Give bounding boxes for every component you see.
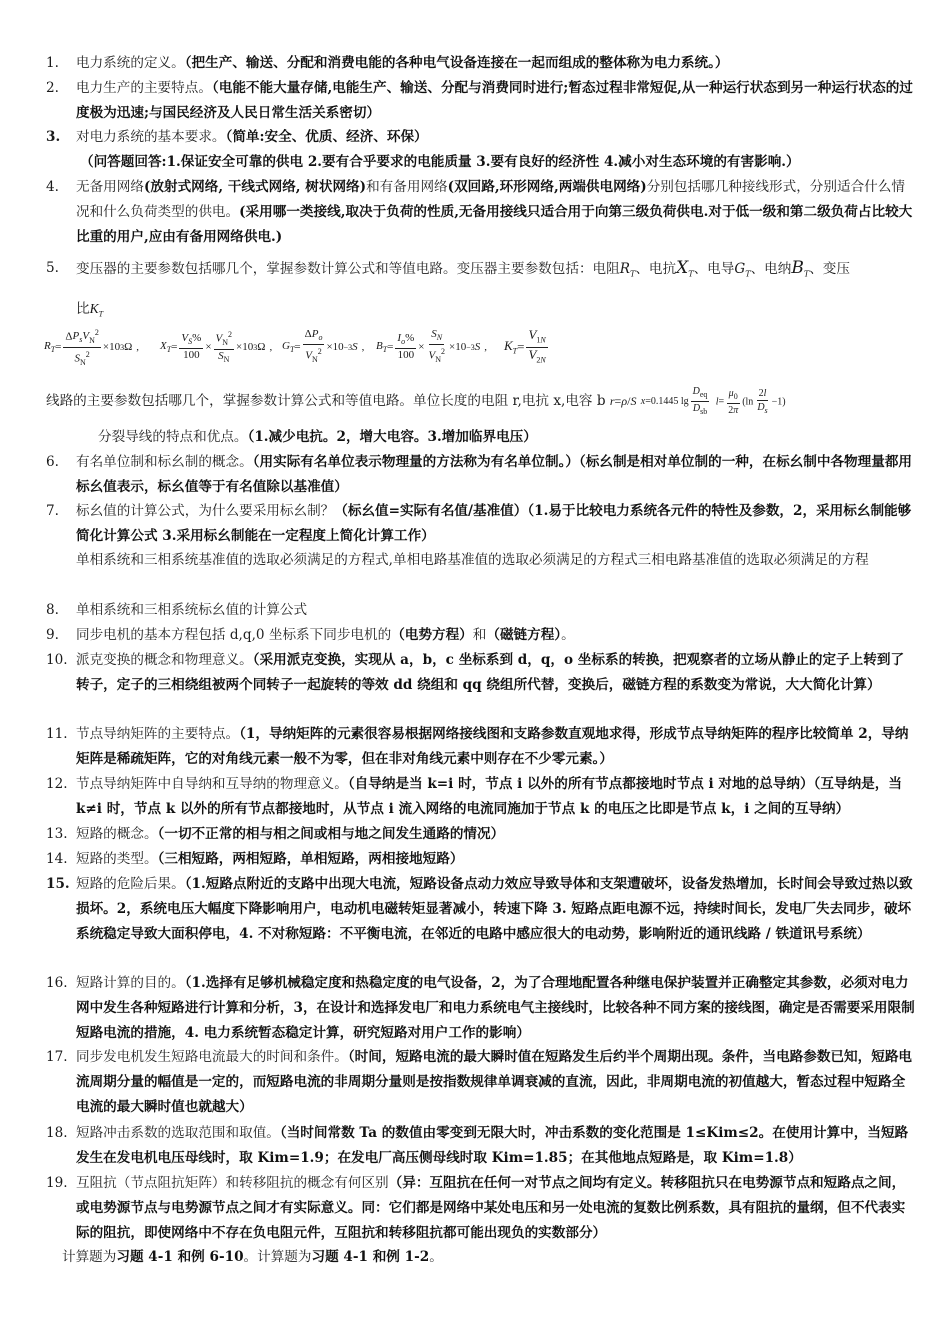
item-number: 8. [46, 602, 59, 618]
item-number: 18. [46, 1125, 68, 1141]
question-text: 。 [561, 627, 575, 643]
answer-text: （磁链方程） [486, 627, 562, 643]
formula-reactance: $X_T$ = $\frac{V_S\%}{100}$ × $\frac{V_N^2}{S_N}$ ×10 3 Ω , [160, 329, 273, 365]
answer-text: （采用派克变换，实现从 a，b，c 坐标系到 d，q，o 坐标系的转换，把观察者的立场从静止的定子上转到了转子，定子的三相绕组被两个同转子一起旋转的等效 dd 绕组和 qq 绕组所代替，变换后，磁链方程的系数变为常说，大大简化计算） [76, 652, 905, 693]
item-number: 10. [46, 652, 68, 668]
list-item [46, 872, 916, 947]
list-item [46, 623, 916, 648]
question-text: 派克变换的概念和物理意义。 [76, 652, 253, 668]
item-number: 6. [46, 454, 59, 470]
answer-text: （时间，短路电流的最大瞬时值在短路发生后约半个周期出现。条件，当电路参数已知，短路电流周期分量的幅值是一定的，而短路电流的非周期分量则是按指数规律单调衰减的直流，因此，非周期电流的初值越大，暂态过程中短路全电流的最大瞬时值也就越大） [76, 1049, 913, 1115]
question-text: 同步电机的基本方程包括 d,q,0 坐标系下同步电机的 [76, 627, 392, 643]
question-text: 分裂导线的特点和优点。 [98, 429, 248, 445]
answer-text: （用实际有名单位表示物理量的方法称为有名单位制。）（标幺制是相对单位制的一种，在标幺制中各物理量都用标幺值表示，标幺值等于有名值除以基准值） [76, 454, 913, 495]
answer-text: （问答题回答:1.保证安全可靠的供电 2.要有合乎要求的电能质量 3.要有良好的经济性 4.减小对生态环境的有害影响.） [80, 154, 800, 170]
list-item [80, 150, 920, 175]
item-number: 12. [46, 776, 68, 792]
answer-text: （1.减少电抗。2，增大电容。3.增加临界电压） [247, 429, 537, 445]
question-text: 互阻抗（节点阻抗矩阵）和转移阻抗的概念有何区别 [76, 1175, 389, 1191]
list-item [46, 125, 916, 150]
item-number: 5. [46, 260, 59, 276]
transformer-formulas [44, 322, 924, 372]
item-number: 11. [46, 726, 68, 742]
item-number: 14. [46, 851, 68, 867]
question-text: 单相系统和三相系统标幺值的计算公式 [76, 602, 308, 618]
answer-text: （自导纳是当 k=i 时，节点 i 以外的所有节点都接地时节点 i 对地的总导纳）（互导纳是，当 k≠i 时，节点 k 以外的所有节点都接地时，从节点 i 流入网络的电流同施加于节点 k 的电压之比即是节点 k，i 之间的互导纳） [76, 776, 902, 817]
item-number: 1. [46, 55, 59, 71]
answer-text: (放射式网络, 干线式网络, 树状网络) [143, 179, 367, 195]
list-item [46, 1045, 916, 1120]
list-item [46, 971, 916, 1046]
formula-resistance: $R_T$ = $\frac{\Delta P_sV_N^2}{S_N^2}$ ×10 3 Ω , [44, 327, 140, 367]
item-number: 16. [46, 975, 68, 991]
item-number: 4. [46, 179, 59, 195]
list-item [46, 598, 916, 623]
question-text: 短路的类型。 [76, 851, 158, 867]
line-parameters: 线路的主要参数包括哪几个，掌握参数计算公式和等值电路。单位长度的电阻 r,电抗 x,电容 b r=ρ/S x=0.1445 lg $\frac{D_{eq}}{D_{sb}}$ l= $\frac{\mu_0}{2\pi}$ (ln $\frac{2l}{D_s}$ −1) [46, 386, 786, 416]
list-item [46, 1121, 916, 1171]
question-text: 变压器的主要参数包括哪几个，掌握参数计算公式和等值电路。变压器主要参数包括：电阻 [76, 261, 620, 277]
list-item [46, 1171, 916, 1246]
item-number: 2. [46, 80, 59, 96]
list-item [46, 175, 916, 250]
list-item [46, 450, 916, 500]
paragraph: 单相系统和三相系统基准值的选取必须满足的方程式,单相电路基准值的选取必须满足的方程式三相电路基准值的选取必须满足的方程 [76, 552, 869, 568]
answer-text: （电能不能大量存储,电能生产、输送、分配与消费同时进行;暂态过程非常短促,从一种运行状态到另一种运行状态的过度极为迅速;与国民经济及人民日常生活关系密切） [76, 80, 913, 121]
answer-text: (双回路,环形网络,两端供电网络) [447, 179, 647, 195]
question-text: 有名单位制和标幺制的概念。 [76, 454, 253, 470]
question-text: 短路的概念。 [76, 826, 158, 842]
list-item [46, 51, 916, 76]
question-text: 节点导纳矩阵的主要特点。 [76, 726, 240, 742]
answer-text: （简单:安全、优质、经济、环保） [225, 129, 428, 145]
question-text: 无备用网络 [76, 179, 144, 195]
question-text: 分别包括哪几种接线形式，分别适合什么情况和什么负荷类型的供电。 [76, 179, 905, 220]
answer-text: （1，导纳矩阵的元素很容易根据网络接线图和支路参数直观地求得，形成节点导纳矩阵的程序比较简单 2，导纳矩阵是稀疏矩阵，它的对角线元素一般不为零，但在非对角线元素中则存在不少零元素。） [76, 726, 909, 767]
list-item [46, 722, 916, 772]
answer-text: （1.选择有足够机械稳定度和热稳定度的电气设备，2，为了合理地配置各种继电保护装置并正确整定其参数，必须对电力网中发生各种短路进行计算和分析，3，在设计和选择发电厂和电力系统电气主接线时，比较各种不同方案的接线图，确定是否需要采用限制短路电流的措施，4. 电力系统暂态稳定计算，研究短路对用户工作的影响） [76, 975, 915, 1041]
list-item [46, 772, 916, 822]
question-text: 和有备用网络 [366, 179, 448, 195]
question-text: 对电力系统的基本要求。 [76, 129, 226, 145]
answer-text: （1.短路点附近的支路中出现大电流，短路设备点动力效应导致导体和支架遭破坏，设备发热增加，长时间会导致过热以致损坏。2，系统电压大幅度下降影响用户，电动机电磁转矩显著减小，转速下降 3. 短路点距电源不远，持续时间长，发电厂失去同步，破坏系统稳定导致大面积停电，4. 不对称短路：不平衡电流，在邻近的电路中感应很大的电动势，影响附近的通讯线路 / 铁道讯号系统） [76, 876, 913, 942]
item-number: 9. [46, 627, 59, 643]
list-item: 5. 变压器的主要参数包括哪几个，掌握参数计算公式和等值电路。变压器主要参数包括：电阻$R_T$、电抗$X_T$、电导$G_T$、电纳$B_T$、变压 [46, 256, 916, 287]
answer-text: （三相短路，两相短路，单相短路，两相接地短路） [157, 851, 464, 867]
question-text: 电力系统的定义。 [76, 55, 185, 71]
question-text: 短路的危险后果。 [76, 876, 185, 892]
answer-text: （当时间常数 Ta 的数值由零变到无限大时，冲击系数的变化范围是 1≤Kim≤2。在使用计算中，当短路发生在发电机电压母线时，取 Kim=1.9；在发电厂高压侧母线时取 Kim=1.85；在其他地点短路是，取 Kim=1.8） [76, 1125, 909, 1166]
item-number: 19. [46, 1175, 68, 1191]
item-number: 15. [46, 876, 70, 892]
question-text: 标幺值的计算公式，为什么要采用标幺制？ [76, 503, 335, 519]
question-text: 节点导纳矩阵中自导纳和互导纳的物理意义。 [76, 776, 348, 792]
question-text: 短路计算的目的。 [76, 975, 185, 991]
answer-text: （把生产、输送、分配和消费电能的各种电气设备连接在一起而组成的整体称为电力系统。） [184, 55, 729, 71]
answer-text: （一切不正常的相与相之间或相与地之间发生通路的情况） [157, 826, 505, 842]
item-number: 3. [46, 129, 61, 145]
list-item [46, 847, 916, 872]
formula-ratio: $K_T$ = $\frac{V_{1N}}{V_{2N}}$ [504, 326, 546, 365]
answer-text: (采用哪一类接线,取决于负荷的性质,无备用接线只适合用于向第三级负荷供电.对于低一级和第二级负荷占比较大比重的用户,应由有备用网络供电.) [76, 204, 913, 245]
list-item [98, 425, 537, 450]
question-text: 短路冲击系数的选取范围和取值。 [76, 1125, 280, 1141]
answer-text: （标幺值=实际有名值/基准值）（1.易于比较电力系统各元件的特性及参数，2，采用标幺制能够简化计算公式 3.采用标幺制能在一定程度上简化计算工作） [76, 503, 912, 544]
list-item [46, 648, 916, 698]
question-text: 电力生产的主要特点。 [76, 80, 212, 96]
footer-note: 计算题为习题 4-1 和例 6-10。计算题为习题 4-1 和例 1-2。 [62, 1249, 443, 1265]
answer-text: （异：互阻抗在任何一对节点之间均有定义。转移阻抗只在电势源节点和短路点之间，或电势源节点与电势源节点之间才有实际意义。同：它们都是网络中某处电压和另一处电流的复数比例系数，具有阻抗的量纲，但不代表实际的阻抗，即使网络中不存在负电阻元件，互阻抗和转移阻抗都可能出现负的实数部分） [76, 1175, 906, 1241]
continuation-text: 比$K_T$ [76, 301, 104, 319]
list-item [46, 76, 916, 126]
item-number: 13. [46, 826, 68, 842]
list-item [46, 822, 916, 847]
question-text: 同步发电机发生短路电流最大的时间和条件。 [76, 1049, 348, 1065]
question-text: 和 [472, 627, 487, 643]
item-number: 7. [46, 503, 59, 519]
item-number: 17. [46, 1049, 68, 1065]
list-item [46, 499, 916, 549]
formula-conductance: $G_T$ = $\frac{\Delta P_o}{V_N^2}$ ×10 −3 S , [282, 327, 365, 365]
formula-susceptance: $B_T$ = $\frac{I_o\%}{100}$ × $\frac{S_N}{V_N^2}$ ×10 −3 S , [376, 327, 487, 365]
answer-text: （电势方程） [391, 627, 473, 643]
